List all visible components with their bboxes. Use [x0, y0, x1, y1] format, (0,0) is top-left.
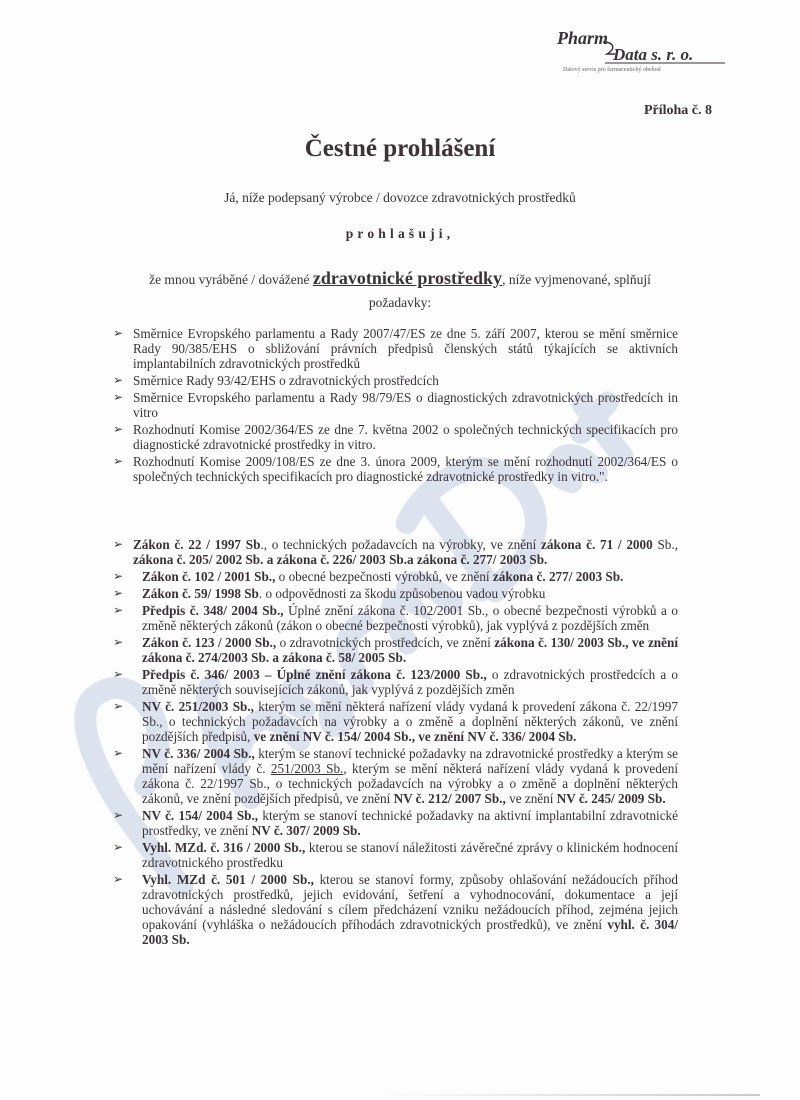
law-reference-bold: ve znění NV č. 154/ 2004 Sb., ve znění NV č. 336/ 2004 Sb.: [253, 729, 577, 744]
law-reference-bold: NV č. 245/ 2009 Sb.: [556, 791, 666, 806]
law-text: kterým se mění některá nařízení vlády vydaná k provedení zákona č. 22/1997 Sb., o technických požadavcích na výrobky a o změně a doplnění některých zákonů, ve znění pozdějších předpisů,: [142, 699, 678, 744]
law-item: [113, 635, 678, 665]
law-text: . o odpovědnosti za škodu způsobenou vadou výrobku: [258, 586, 546, 601]
requirements-label: požadavky:: [368, 295, 432, 310]
law-text: Sb: [652, 537, 672, 552]
directive-item: [113, 326, 678, 371]
directive-item: [113, 373, 678, 388]
law-reference-bold: Zákon č. 102 / 2001 Sb.,: [142, 569, 276, 584]
law-item: [113, 872, 678, 947]
law-text: .,: [671, 537, 678, 552]
law-reference-bold: NV č. 336/ 2004 Sb.,: [142, 746, 255, 761]
law-text: o obecné bezpečnosti výrobků, ve znění: [275, 569, 493, 584]
law-reference-bold: Zákon č. 123 / 2000 Sb.,: [142, 635, 277, 650]
law-item: [113, 699, 678, 744]
law-reference-bold: Předpis č. 348/ 2004 Sb.,: [142, 603, 284, 618]
directive-text: Směrnice Evropského parlamentu a Rady 2007/47/ES ze dne 5. září 2007, kterou se mění směrnice Rady 90/385/EHS o sbližování právních předpisů členských států týkajících se aktivních implantabilních zdravotnických prostředků: [133, 326, 678, 371]
law-reference-bold: zákona č. 130/ 2003 Sb., ve znění zákona č. 274/2003 Sb. a zákona č. 58/ 2005 Sb.: [142, 635, 678, 665]
directive-item: [113, 390, 678, 420]
law-reference-bold: Zákon č. 59/ 1998 Sb: [142, 586, 259, 601]
logo-tagline: Datový servis pro farmaceutický obchod: [563, 67, 661, 73]
svg-text:Pharm: Pharm: [557, 28, 609, 48]
law-item: [113, 603, 678, 633]
law-reference-bold: Předpis č. 346/ 2003 – Úplné znění zákona č. 123/2000 Sb.,: [142, 667, 487, 682]
arrow-bullet-icon: ➢: [113, 537, 124, 551]
directive-item: [113, 454, 678, 484]
arrow-bullet-icon: ➢: [113, 808, 124, 822]
law-text: , kterým se mění některá nařízení vlády vydaná k provedení zákona č. 22/1997 Sb., o technických požadavcích na výrobky a o změně a doplnění některých zákonů, ve znění pozdějších předpisů, ve znění: [142, 761, 678, 806]
declare-word: prohlašuji,: [345, 226, 455, 241]
law-text: o zdravotnických prostředcích, ve znění: [276, 635, 495, 650]
law-reference-underlined: 251/2003 Sb.: [270, 761, 344, 776]
directive-item: [113, 422, 678, 452]
compliance-before: že mnou vyráběné / dovážené: [149, 272, 313, 287]
law-text: kterou se stanoví formy, způsoby ohlašování nežádoucích příhod zdravotnických prostředků, jejich evidování, šetření a vyhodnocování, dokumentace a její uchovávání a následné sledování s cílem předcházení vzniku nežádoucích příhod, zejména jejich opakování (vyhláška o nežádoucích příhodách zdravotnických prostředků), ve znění: [142, 872, 678, 932]
law-reference-bold: vyhl. č. 304/ 2003 Sb.: [142, 917, 679, 947]
arrow-bullet-icon: ➢: [113, 422, 124, 436]
page-title: Čestné prohlášení: [304, 135, 496, 162]
svg-text:Data s. r. o.: Data s. r. o.: [613, 45, 694, 64]
arrow-bullet-icon: ➢: [113, 635, 124, 649]
law-text: o zdravotnických prostředcích a o změně některých souvisejících zákonů, jak vyplývá z pozdějších změn: [142, 667, 678, 697]
law-reference-bold: zákona č. 205/ 2002 Sb. a zákona č. 226/ 2003 Sb.a zákona č. 277/ 2003 Sb.: [133, 552, 548, 567]
law-reference-bold: NV č. 212/ 2007 Sb.,: [393, 791, 506, 806]
arrow-bullet-icon: ➢: [113, 586, 124, 600]
law-item: [113, 840, 678, 870]
arrow-bullet-icon: ➢: [113, 454, 124, 468]
compliance-line: [0, 268, 800, 289]
arrow-bullet-icon: ➢: [113, 699, 124, 713]
law-reference-bold: NV č. 307/ 2009 Sb.: [251, 823, 361, 838]
arrow-bullet-icon: ➢: [113, 373, 124, 387]
scan-edge-divider: [380, 1094, 760, 1096]
eu-directives-list: [113, 326, 678, 486]
law-text: ve znění: [505, 791, 557, 806]
law-item: [113, 586, 678, 601]
law-reference-bold: NV č. 154/ 2004 Sb.,: [142, 808, 259, 823]
law-reference-bold: Zákon č. 22 / 1997 Sb: [133, 537, 261, 552]
czech-laws-list: [113, 537, 678, 949]
law-reference-bold: NV č. 251/2003 Sb.,: [142, 699, 254, 714]
law-reference-bold: Vyhl. MZd č. 501 / 2000 Sb.,: [142, 872, 314, 887]
compliance-after: , níže vyjmenované, splňují: [502, 272, 651, 287]
intro-line: Já, níže podepsaný výrobce / dovozce zdravotnických prostředků: [224, 190, 576, 205]
law-reference-bold: Vyhl. MZd. č. 316 / 2000 Sb.,: [142, 840, 306, 855]
pharmdata-logo-icon: [555, 28, 745, 66]
arrow-bullet-icon: ➢: [113, 326, 124, 340]
law-text: kterým se stanoví technické požadavky na aktivní implantabilní zdravotnické prostředky, ve znění: [142, 808, 679, 838]
compliance-emphasis: zdravotnické prostředky: [312, 268, 503, 288]
law-text: kterým se stanoví technické požadavky na zdravotnické prostředky a kterým se mění nařízení vlády č.: [142, 746, 678, 776]
arrow-bullet-icon: ➢: [113, 390, 124, 404]
law-reference-bold: zákona č. 71 / 2000: [541, 537, 653, 552]
law-item: [113, 808, 678, 838]
law-text: Úplné znění zákona č. 102/2001 Sb., o obecné bezpečnosti výrobků a o změně některých zákonů (zákon o obecné bezpečnosti výrobků), jak vyplývá z pozdějších změn: [142, 603, 678, 633]
directive-text: Směrnice Rady 93/42/EHS o zdravotnických prostředcích: [133, 373, 439, 388]
annex-label: Příloha č. 8: [643, 103, 712, 118]
law-item: [113, 569, 678, 584]
watermark-text: PharmData s.r.o.: [20, 300, 27, 301]
arrow-bullet-icon: ➢: [113, 569, 124, 583]
directive-text: Rozhodnutí Komise 2009/108/ES ze dne 3. února 2009, kterým se mění rozhodnutí 2002/364/ES o společných technických specifikacích pro diagnostické zdravotnické prostředky in vitro.".: [133, 454, 678, 484]
law-item: [113, 537, 678, 567]
law-item: [113, 667, 678, 697]
directive-text: Směrnice Evropského parlamentu a Rady 98/79/ES o diagnostických zdravotnických prostředcích in vitro: [133, 390, 678, 420]
arrow-bullet-icon: ➢: [113, 746, 124, 760]
company-logo: [555, 28, 755, 73]
law-text: kterou se stanoví náležitosti závěrečné zprávy o klinickém hodnocení zdravotnického prostředku: [142, 840, 679, 870]
law-reference-bold: zákona č. 277/ 2003 Sb.: [492, 569, 624, 584]
arrow-bullet-icon: ➢: [113, 667, 124, 681]
arrow-bullet-icon: ➢: [113, 840, 124, 854]
law-item: [113, 746, 678, 806]
arrow-bullet-icon: ➢: [113, 603, 124, 617]
arrow-bullet-icon: ➢: [113, 872, 124, 886]
law-text: ., o technických požadavcích na výrobky, ve znění: [260, 537, 542, 552]
directive-text: Rozhodnutí Komise 2002/364/ES ze dne 7. května 2002 o společných technických specifikacích pro diagnostické zdravotnické prostředky in vitro.: [133, 422, 678, 452]
